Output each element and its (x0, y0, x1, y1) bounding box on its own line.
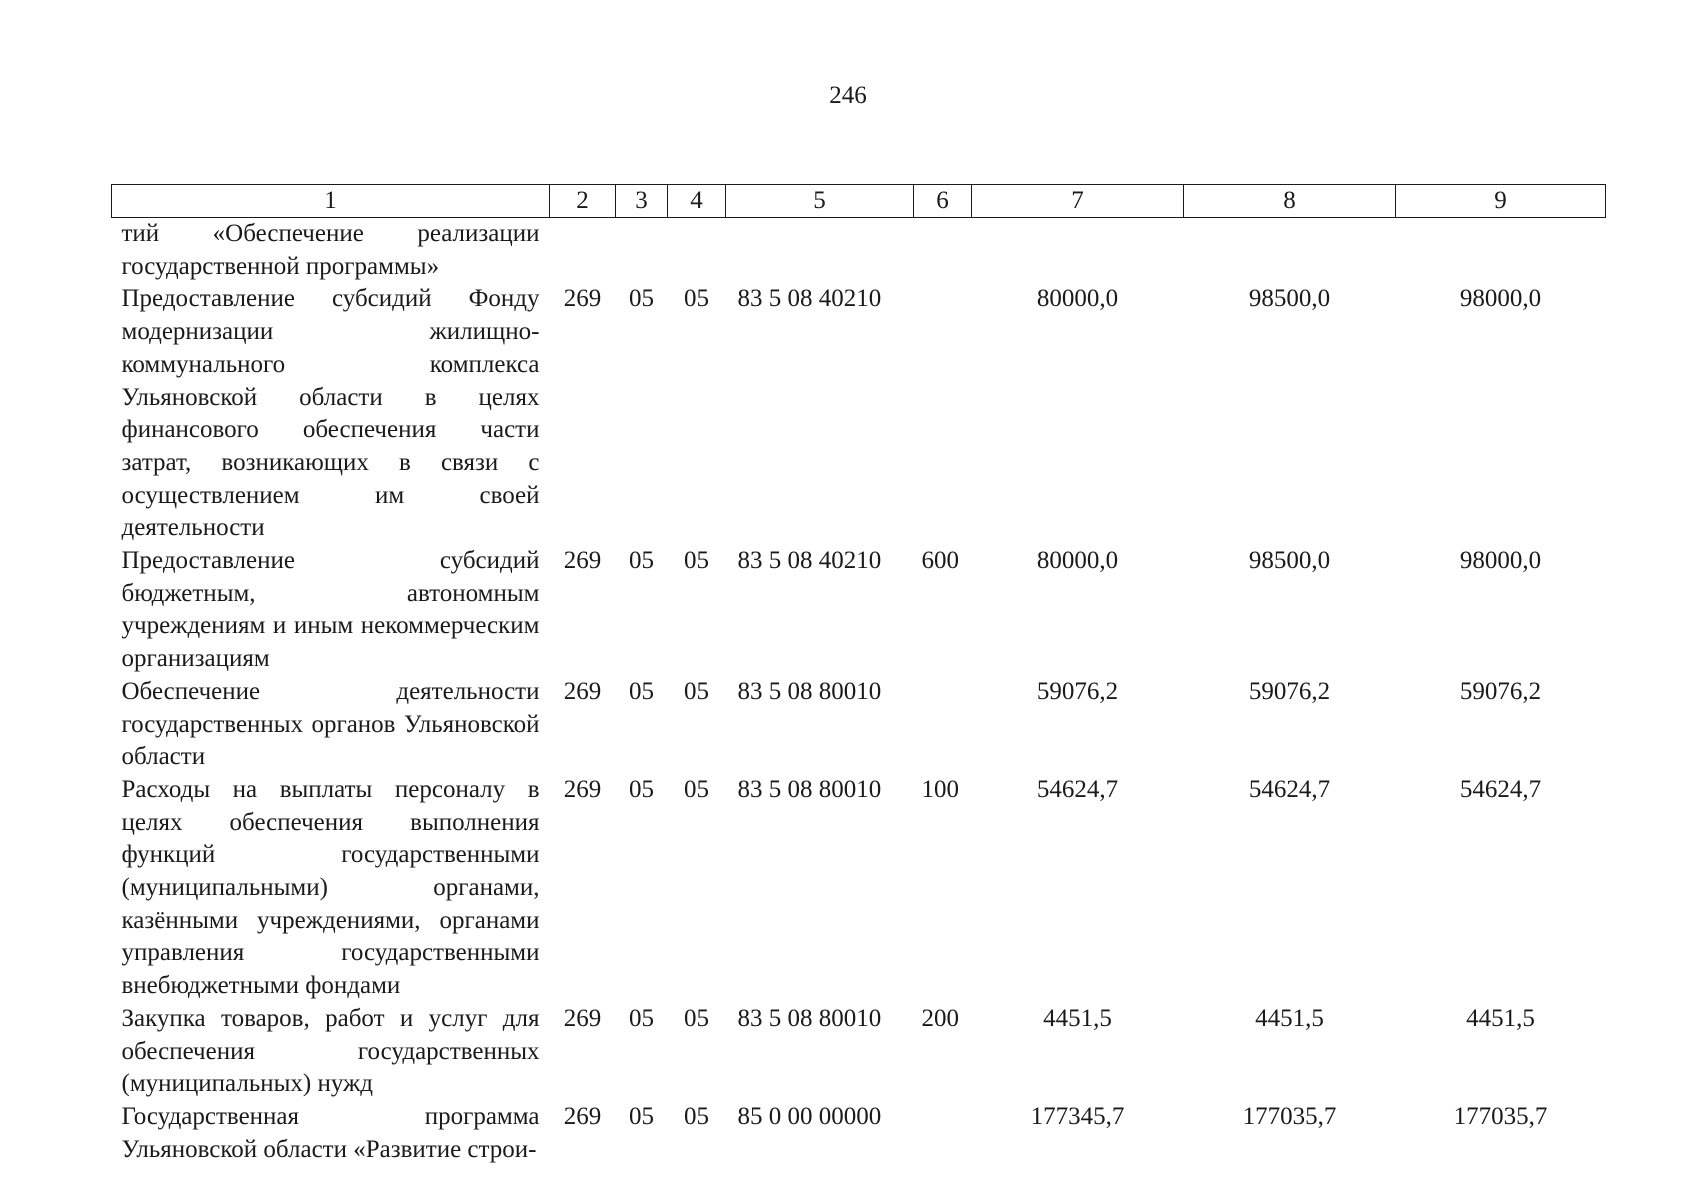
cell-amount-8: 4451,5 (1255, 1004, 1324, 1032)
cell-amount-8 (1184, 218, 1396, 284)
cell-code-section: 05 (629, 285, 654, 313)
cell-amount-8: 59076,2 (1248, 677, 1331, 705)
cell-target-article: 83 5 08 40210 (737, 285, 882, 313)
cell-code-subsection: 05 (684, 1004, 709, 1032)
cell-amount-7: 80000,0 (1036, 285, 1119, 313)
table-row (112, 676, 1606, 774)
cell-code-admin: 269 (563, 775, 602, 803)
column-header-8: 8 (1184, 185, 1396, 218)
cell-amount-9: 177035,7 (1453, 1102, 1548, 1130)
cell-amount-9: 59076,2 (1459, 677, 1542, 705)
cell-code-subsection: 05 (684, 285, 709, 313)
row-description: Предоставление субсидий бюджетным, автономным учреждениям и иным некоммерческим организациям (121, 547, 540, 673)
cell-amount-9: 98000,0 (1459, 547, 1542, 575)
cell-amount-9 (1396, 218, 1606, 284)
table-row (112, 774, 1606, 1003)
table-row (112, 283, 1606, 545)
cell-code-section: 05 (629, 547, 654, 575)
cell-target-article: 83 5 08 80010 (737, 1004, 882, 1032)
cell-code-admin: 269 (563, 1102, 602, 1130)
cell-amount-7: 59076,2 (1036, 677, 1119, 705)
column-header-4: 4 (668, 185, 726, 218)
column-header-7: 7 (972, 185, 1184, 218)
cell-expense-type: 200 (921, 1004, 959, 1032)
cell-code-section: 05 (629, 775, 654, 803)
cell-expense-type (914, 283, 972, 545)
cell-code-admin: 269 (563, 677, 602, 705)
cell-amount-8: 177035,7 (1242, 1102, 1337, 1130)
cell-amount-8: 54624,7 (1248, 775, 1331, 803)
cell-amount-7 (972, 218, 1184, 284)
cell-target-article (726, 218, 914, 284)
cell-amount-8: 98500,0 (1248, 547, 1331, 575)
row-description: Расходы на выплаты персоналу в целях обеспечения выполнения функций государственными (муниципальными) органами, казёнными учреждениями, органами управления государственными внебюджетными фондами (121, 775, 540, 1000)
column-header-3: 3 (616, 185, 668, 218)
cell-expense-type (914, 218, 972, 284)
cell-expense-type (914, 1101, 972, 1166)
cell-code-admin (550, 218, 616, 284)
table-row (112, 1003, 1606, 1101)
cell-amount-7: 4451,5 (1043, 1004, 1112, 1032)
cell-amount-9: 98000,0 (1459, 285, 1542, 313)
cell-code-subsection: 05 (684, 775, 709, 803)
cell-code-subsection: 05 (684, 547, 709, 575)
cell-amount-7: 54624,7 (1036, 775, 1119, 803)
cell-amount-7: 177345,7 (1030, 1102, 1125, 1130)
cell-amount-9: 54624,7 (1459, 775, 1542, 803)
cell-amount-8: 98500,0 (1248, 285, 1331, 313)
cell-target-article: 83 5 08 80010 (737, 775, 882, 803)
cell-code-admin: 269 (563, 1004, 602, 1032)
cell-code-subsection (668, 218, 726, 284)
row-description: Государственная программа Ульяновской области «Развитие строи- (121, 1102, 540, 1163)
cell-expense-type: 600 (921, 547, 959, 575)
cell-amount-7: 80000,0 (1036, 547, 1119, 575)
cell-target-article: 83 5 08 80010 (737, 677, 882, 705)
page-number: 246 (829, 82, 867, 109)
row-description: тий «Обеспечение реализации государственной программы» (121, 220, 540, 280)
table-row (112, 218, 1606, 284)
header-row (112, 185, 1606, 218)
column-header-2: 2 (550, 185, 616, 218)
table-row (112, 1101, 1606, 1166)
cell-code-subsection: 05 (684, 1102, 709, 1130)
cell-code-admin: 269 (563, 547, 602, 575)
cell-code-admin: 269 (563, 285, 602, 313)
cell-code-section: 05 (629, 1004, 654, 1032)
row-description: Обеспечение деятельности государственных органов Ульяновской области (121, 677, 540, 771)
column-header-6: 6 (914, 185, 972, 218)
cell-expense-type: 100 (921, 775, 959, 803)
cell-expense-type (914, 676, 972, 774)
column-header-9: 9 (1396, 185, 1606, 218)
cell-target-article: 83 5 08 40210 (737, 547, 882, 575)
cell-code-section (616, 218, 668, 284)
row-description: Предоставление субсидий Фонду модернизации жилищно-коммунального комплекса Ульяновской области в целях финансового обеспечения части затрат, возникающих в связи с осуществлением им своей деятельности (121, 285, 540, 542)
cell-code-section: 05 (629, 1102, 654, 1130)
column-header-5: 5 (726, 185, 914, 218)
row-description: Закупка товаров, работ и услуг для обеспечения государственных (муниципальных) нужд (121, 1004, 540, 1098)
cell-target-article: 85 0 00 00000 (737, 1102, 882, 1130)
cell-code-subsection: 05 (684, 677, 709, 705)
cell-amount-9: 4451,5 (1466, 1004, 1535, 1032)
cell-code-section: 05 (629, 677, 654, 705)
budget-table (111, 184, 1606, 1166)
table-row (112, 545, 1606, 676)
column-header-1: 1 (112, 185, 550, 218)
